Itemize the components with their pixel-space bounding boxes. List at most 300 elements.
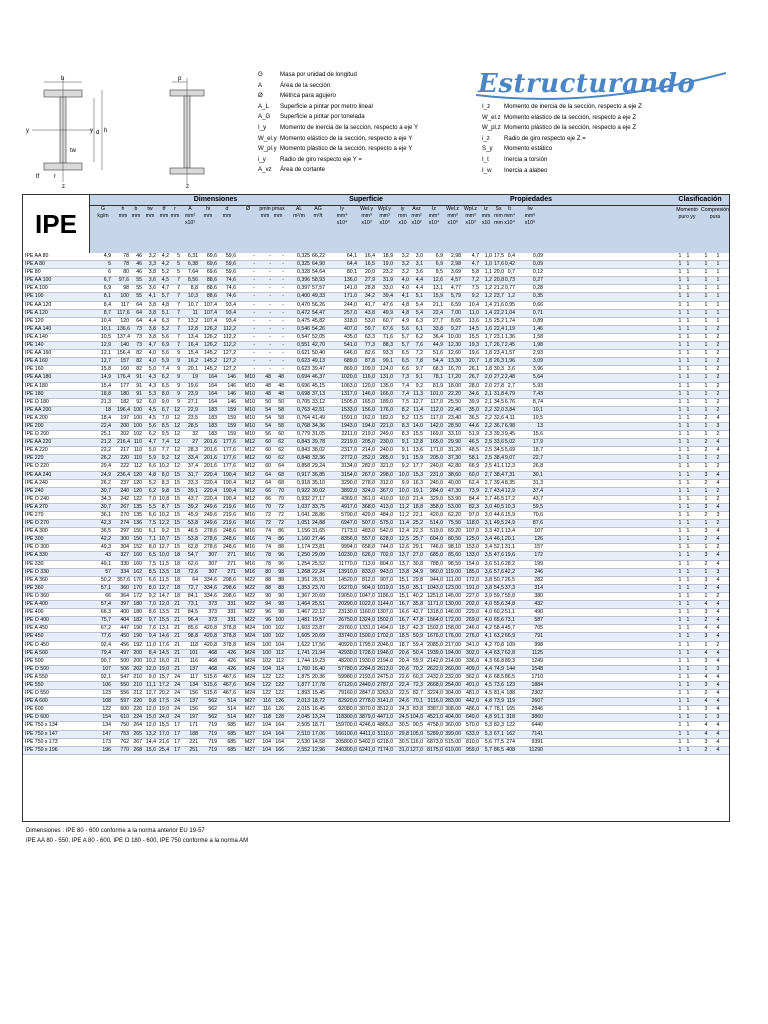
table-cell: 7 bbox=[177, 293, 180, 300]
table-cell: 2,2 bbox=[484, 414, 492, 421]
table-cell: 3224,0 bbox=[427, 690, 443, 697]
table-cell: 626,0 bbox=[362, 552, 375, 559]
table-cell: 81,4 bbox=[493, 690, 504, 697]
table-cell: 360,00 bbox=[445, 722, 461, 729]
profile-name: IPE A 270 bbox=[25, 503, 48, 510]
table-cell: 3860 bbox=[531, 714, 543, 721]
table-row bbox=[23, 285, 729, 293]
table-cell: 120 bbox=[133, 487, 142, 494]
profile-name: IPE 300 bbox=[25, 536, 44, 543]
table-cell: 15,45 bbox=[312, 690, 325, 697]
table-cell: 7,2 bbox=[471, 277, 479, 284]
table-cell: 15,5 bbox=[412, 431, 423, 438]
table-cell: 90 bbox=[278, 592, 284, 599]
table-cell: 217,00 bbox=[445, 641, 461, 648]
table-cell: 7 bbox=[177, 309, 180, 316]
ipe-section-drawing bbox=[22, 72, 244, 190]
table-cell: 117,6 bbox=[117, 309, 130, 316]
header-multiplier: x10⁴ bbox=[428, 220, 440, 226]
table-cell: 37,3 bbox=[504, 584, 515, 591]
table-cell: 47,6 bbox=[382, 301, 393, 308]
class-cell: 1 bbox=[686, 746, 690, 753]
table-cell: 20,6 bbox=[398, 649, 409, 656]
table-cell: 116 bbox=[189, 657, 198, 664]
table-cell: - bbox=[253, 317, 255, 324]
table-cell: 260,00 bbox=[445, 665, 461, 672]
class-cell: 4 bbox=[716, 560, 720, 567]
class-cell: 1 bbox=[686, 681, 690, 688]
table-cell: 251 bbox=[189, 746, 198, 753]
table-cell: 1,268 bbox=[297, 568, 310, 575]
table-cell: 29,8 bbox=[412, 576, 423, 583]
table-cell: 3,0 bbox=[484, 503, 492, 510]
class-compression-header: Compresión pura bbox=[701, 207, 729, 220]
table-cell: 39,2 bbox=[187, 503, 198, 510]
header-unit: m²/t bbox=[313, 213, 323, 219]
table-cell: 318 bbox=[506, 714, 515, 721]
table-cell: 72 bbox=[265, 520, 271, 527]
table-cell: 157 bbox=[534, 544, 543, 551]
table-row bbox=[23, 690, 729, 698]
table-cell: 6,1 bbox=[415, 325, 423, 332]
table-cell: 3263,0 bbox=[377, 690, 393, 697]
logo bbox=[472, 65, 734, 105]
table-cell: 74,6 bbox=[225, 277, 236, 284]
class-cell: 4 bbox=[716, 528, 720, 535]
class-cell: 4 bbox=[704, 625, 708, 632]
table-cell: 0,917 bbox=[297, 471, 310, 478]
table-cell: 177,6 bbox=[223, 455, 236, 462]
table-cell: 3,8 bbox=[148, 333, 156, 340]
profile-name: IPE 400 bbox=[25, 609, 44, 616]
table-cell: 100 bbox=[262, 625, 271, 632]
table-cell: 100 bbox=[133, 422, 142, 429]
table-cell: 4,6 bbox=[484, 673, 492, 680]
table-cell: 6,6 bbox=[148, 576, 156, 583]
table-cell: 57780,0 bbox=[338, 665, 357, 672]
table-cell: 1,4 bbox=[484, 301, 492, 308]
table-cell: 136 bbox=[133, 520, 142, 527]
table-cell: - bbox=[269, 366, 271, 373]
table-cell: 12,6 bbox=[398, 544, 409, 551]
table-row bbox=[23, 302, 729, 310]
table-cell: 205,0 bbox=[362, 439, 375, 446]
table-cell: 0,35 bbox=[532, 293, 543, 300]
table-cell: 7,64 bbox=[187, 269, 198, 276]
table-cell: 10,7 bbox=[159, 536, 170, 543]
class-cell: 1 bbox=[678, 439, 682, 446]
legend-item: i_z Radio de giro respecto eje Z = bbox=[482, 134, 586, 142]
table-cell: 87,6 bbox=[532, 520, 543, 527]
table-cell: 0,42 bbox=[504, 261, 515, 268]
table-cell: 1943,0 bbox=[341, 422, 357, 429]
table-cell: 25,2 bbox=[493, 317, 504, 324]
table-cell: 1317,0 bbox=[341, 390, 357, 397]
class-cell: 2 bbox=[716, 358, 720, 365]
table-cell: 267 bbox=[133, 738, 142, 745]
class-cell: 1 bbox=[686, 592, 690, 599]
table-cell: 118 bbox=[262, 714, 271, 721]
table-cell: 15,5 bbox=[468, 333, 479, 340]
table-cell: 22,2 bbox=[493, 309, 504, 316]
table-cell: 1144,0 bbox=[377, 601, 393, 608]
table-cell: 484,0 bbox=[380, 512, 393, 518]
table-cell: 744,0 bbox=[380, 544, 393, 551]
table-cell: 6,2 bbox=[148, 431, 156, 438]
table-cell: 166 bbox=[275, 746, 284, 753]
table-cell: 9,2 bbox=[471, 293, 479, 300]
table-cell: 220 bbox=[120, 455, 129, 462]
table-cell: 66,8 bbox=[493, 657, 504, 664]
table-cell: 25,7 bbox=[412, 536, 423, 543]
table-cell: - bbox=[282, 342, 284, 349]
table-cell: 4,3 bbox=[148, 382, 156, 389]
table-cell: 4,4 bbox=[415, 277, 423, 284]
table-cell: 23,1 bbox=[493, 333, 504, 340]
class-cell: 1 bbox=[678, 584, 682, 591]
table-cell: 220,4 bbox=[204, 487, 217, 494]
table-cell: 10,7 bbox=[187, 301, 198, 308]
table-cell: 21 bbox=[174, 609, 180, 616]
table-cell: 1676,0 bbox=[427, 633, 443, 640]
class-cell: 1 bbox=[704, 261, 708, 268]
table-cell: 31,1 bbox=[504, 544, 515, 551]
table-cell: 1,2 bbox=[484, 277, 492, 284]
table-cell: 232,00 bbox=[445, 673, 461, 680]
table-cell: 4521,0 bbox=[427, 714, 443, 721]
table-cell: 55,6 bbox=[493, 601, 504, 608]
table-cell: 267,0 bbox=[362, 471, 375, 478]
header-symbol: d bbox=[225, 206, 229, 212]
table-row bbox=[23, 342, 729, 350]
table-cell: 9 bbox=[177, 382, 180, 389]
table-cell: 24 bbox=[174, 673, 180, 680]
table-cell: 74,6 bbox=[225, 293, 236, 300]
table-cell: 197 bbox=[120, 414, 129, 421]
table-cell: 156,0 bbox=[362, 406, 375, 413]
table-cell: 166100,0 bbox=[335, 730, 357, 737]
table-cell: 468 bbox=[208, 657, 217, 664]
table-cell: - bbox=[282, 366, 284, 373]
table-cell: 16,6 bbox=[398, 609, 409, 616]
table-cell: 2,2 bbox=[484, 422, 492, 429]
profile-name: IPE O 500 bbox=[25, 665, 49, 672]
table-cell: 36,1 bbox=[100, 512, 111, 518]
svg-text:h: h bbox=[104, 128, 108, 134]
table-cell: 180 bbox=[133, 609, 142, 616]
table-cell: 97,0 bbox=[468, 512, 479, 518]
profile-name: IPE AA 140 bbox=[25, 325, 52, 332]
table-cell: 12,1 bbox=[100, 350, 111, 357]
table-cell: 3,09 bbox=[532, 358, 543, 365]
profile-name: IPE A 300 bbox=[25, 528, 48, 535]
table-cell: 188 bbox=[189, 730, 198, 737]
table-cell: 8,1 bbox=[103, 293, 111, 300]
table-cell: 104 bbox=[275, 641, 284, 648]
table-cell: M24 bbox=[244, 681, 255, 688]
table-cell: 1,174 bbox=[297, 544, 310, 551]
table-cell: 16,2 bbox=[187, 358, 198, 365]
table-row bbox=[23, 269, 729, 277]
table-cell: M12 bbox=[244, 439, 255, 446]
table-cell: M16 bbox=[244, 544, 255, 551]
table-cell: 34,2 bbox=[364, 293, 375, 300]
table-cell: 127,0 bbox=[410, 746, 423, 753]
header-unit: mm bbox=[203, 213, 213, 219]
table-cell: 15,9 bbox=[412, 455, 423, 462]
table-cell: 122 bbox=[506, 722, 515, 729]
table-cell: 3,2 bbox=[401, 253, 409, 259]
table-cell: 50,4 bbox=[412, 649, 423, 656]
table-cell: 24 bbox=[174, 714, 180, 721]
table-cell: 268 bbox=[133, 746, 142, 753]
table-cell: 2194,0 bbox=[377, 657, 393, 664]
table-row bbox=[23, 585, 729, 593]
profile-name: IPE A 120 bbox=[25, 309, 48, 316]
class-cell: 1 bbox=[686, 649, 690, 656]
table-cell: 162 bbox=[133, 568, 142, 575]
table-cell: 201,6 bbox=[204, 455, 217, 462]
table-cell: 171,0 bbox=[430, 447, 443, 454]
table-cell: 5,8 bbox=[471, 269, 479, 276]
table-cell: 164 bbox=[208, 382, 217, 389]
table-cell: 62 bbox=[278, 455, 284, 462]
class-cell: 3 bbox=[704, 528, 708, 535]
class-cell: 1 bbox=[686, 714, 690, 721]
table-cell: 5,9 bbox=[161, 358, 169, 365]
class-cell: 1 bbox=[704, 544, 708, 551]
legend-item: W_el.z Momento elástico de la sección, respecto a eje Z bbox=[482, 113, 637, 121]
table-cell: - bbox=[269, 293, 271, 300]
table-cell: 145,2 bbox=[204, 358, 217, 365]
table-cell: 40,2 bbox=[412, 592, 423, 599]
class-cell: 1 bbox=[716, 309, 720, 316]
class-cell: 1 bbox=[686, 487, 690, 494]
table-cell: 334,6 bbox=[204, 584, 217, 591]
class-cell: 1 bbox=[686, 253, 690, 259]
table-cell: 32 bbox=[192, 431, 198, 438]
table-cell: 200 bbox=[133, 657, 142, 664]
table-cell: 302,0 bbox=[466, 649, 479, 656]
table-cell: 9,8 bbox=[148, 698, 156, 705]
table-cell: 59,4 bbox=[412, 641, 423, 648]
table-row bbox=[23, 261, 729, 269]
table-cell: 119 bbox=[506, 698, 515, 705]
class-cell: 1 bbox=[704, 714, 708, 721]
table-cell: 17,2 bbox=[159, 681, 170, 688]
table-cell: 53,90 bbox=[448, 495, 461, 502]
header-multiplier: x10⁹ bbox=[524, 220, 536, 226]
class-cell: 1 bbox=[686, 309, 690, 316]
table-cell: 246,0 bbox=[466, 625, 479, 632]
table-cell: M22 bbox=[244, 609, 255, 616]
table-cell: 24,3 bbox=[398, 706, 409, 713]
table-cell: 11,1 bbox=[146, 681, 156, 688]
table-cell: 1,7 bbox=[484, 342, 492, 349]
class-moment-header: Momento puro yy bbox=[676, 207, 698, 220]
table-cell: 98 bbox=[123, 285, 129, 292]
table-cell: 70,2 bbox=[412, 665, 423, 672]
profile-name: IPE O 360 bbox=[25, 592, 49, 599]
table-cell: 633,0 bbox=[466, 730, 479, 737]
table-cell: 10,2 bbox=[145, 657, 156, 664]
header-unit: mm bbox=[398, 213, 407, 219]
table-cell: 17,7 bbox=[412, 463, 423, 470]
table-cell: 0,09 bbox=[532, 261, 543, 268]
table-cell: 190 bbox=[133, 625, 142, 632]
table-cell: 6241,0 bbox=[359, 746, 375, 753]
table-cell: 308,00 bbox=[445, 706, 461, 713]
table-cell: 12,8 bbox=[412, 439, 423, 446]
table-cell: - bbox=[269, 269, 271, 276]
table-row bbox=[23, 674, 729, 682]
table-cell: 74 bbox=[265, 528, 271, 535]
table-cell: 120 bbox=[133, 471, 142, 478]
table-cell: 597 bbox=[120, 698, 129, 705]
table-cell: 43,7 bbox=[532, 495, 543, 502]
table-cell: 82 bbox=[136, 358, 142, 365]
table-cell: 33,3 bbox=[187, 479, 198, 486]
table-cell: 249,6 bbox=[204, 520, 217, 527]
table-cell: 3,6 bbox=[507, 366, 515, 373]
table-cell: 41,49 bbox=[312, 414, 325, 421]
class-cell: 1 bbox=[704, 325, 708, 332]
table-cell: 102 bbox=[133, 431, 142, 438]
table-cell: 483,0 bbox=[362, 528, 375, 535]
legend-left bbox=[258, 70, 418, 176]
table-cell: 154 bbox=[102, 714, 111, 721]
footnotes bbox=[26, 826, 248, 846]
table-cell: 224 bbox=[133, 714, 142, 721]
table-cell: 1939,0 bbox=[427, 649, 443, 656]
table-cell: 276,0 bbox=[466, 633, 479, 640]
table-cell: 137 bbox=[189, 665, 198, 672]
table-cell: 2,0 bbox=[484, 382, 492, 389]
table-cell: 5,1 bbox=[161, 309, 169, 316]
table-cell: 0,470 bbox=[297, 301, 310, 308]
table-cell: 2,45 bbox=[504, 342, 515, 349]
table-cell: 833,0 bbox=[362, 568, 375, 575]
column-header bbox=[130, 206, 142, 220]
table-cell: M10 bbox=[244, 422, 255, 429]
table-cell: 88 bbox=[265, 576, 271, 583]
table-cell: 9,1 bbox=[401, 455, 409, 462]
profile-name: IPE O 330 bbox=[25, 568, 49, 575]
class-cell: 1 bbox=[704, 301, 708, 308]
table-cell: 116 bbox=[262, 706, 271, 713]
class-cell: 4 bbox=[716, 673, 720, 680]
table-cell: 10,0 bbox=[398, 487, 409, 494]
table-cell: 8,5 bbox=[148, 568, 156, 575]
table-cell: 373 bbox=[208, 601, 217, 608]
table-row bbox=[23, 415, 729, 423]
table-cell: - bbox=[269, 342, 271, 349]
table-cell: 122 bbox=[262, 690, 271, 697]
table-cell: 13 bbox=[537, 422, 543, 429]
table-cell: 23130,0 bbox=[338, 609, 357, 616]
profile-name: IPE 140 bbox=[25, 342, 44, 349]
table-cell: M24 bbox=[244, 625, 255, 632]
table-cell: 59,6 bbox=[225, 261, 236, 268]
table-cell: 58,4 bbox=[493, 625, 504, 632]
class-cell: 4 bbox=[716, 690, 720, 697]
table-cell: 86,5 bbox=[504, 673, 515, 680]
table-cell: 38,02 bbox=[312, 447, 325, 454]
table-cell: 3,4 bbox=[484, 536, 492, 543]
table-cell: - bbox=[253, 293, 255, 300]
class-cell: 1 bbox=[686, 390, 690, 397]
table-cell: 5,7 bbox=[161, 293, 169, 300]
table-cell: 126 bbox=[534, 536, 543, 543]
table-cell: 68 bbox=[278, 479, 284, 486]
table-cell: 1249 bbox=[531, 657, 543, 664]
column-header bbox=[493, 206, 504, 227]
table-cell: 1331,0 bbox=[359, 625, 375, 632]
table-cell: 5,6 bbox=[161, 333, 169, 340]
table-cell: 312,0 bbox=[380, 479, 393, 486]
table-cell: 46,37 bbox=[312, 374, 325, 381]
table-cell: 32,0 bbox=[493, 406, 504, 413]
table-cell: 2,2 bbox=[484, 406, 492, 413]
table-cell: 4,1 bbox=[401, 293, 409, 300]
header-symbol: AL bbox=[295, 206, 303, 212]
table-cell: 17 bbox=[174, 722, 180, 729]
table-cell: 11,4 bbox=[413, 406, 423, 413]
table-cell: 64,90 bbox=[312, 261, 325, 268]
profile-name: IPE AA 220 bbox=[25, 439, 52, 446]
table-cell: 26,8 bbox=[532, 463, 543, 470]
table-cell: 60,2 bbox=[493, 609, 504, 616]
table-cell: 99,1 bbox=[382, 358, 393, 365]
table-cell: 137,4 bbox=[117, 333, 130, 340]
table-cell: 3,0 bbox=[484, 512, 492, 518]
table-cell: 110 bbox=[133, 447, 142, 454]
table-cell: 16,4 bbox=[187, 342, 198, 349]
table-cell: 610,00 bbox=[445, 746, 461, 753]
table-cell: 19,6 bbox=[468, 350, 479, 357]
table-cell: 13,7 bbox=[398, 560, 409, 567]
table-cell: 0,325 bbox=[297, 261, 310, 268]
table-cell: 29,09 bbox=[312, 552, 325, 559]
table-cell: 4,77 bbox=[450, 285, 461, 292]
table-cell: 10,4 bbox=[100, 317, 111, 324]
table-cell: 9,1 bbox=[401, 439, 409, 446]
table-row bbox=[23, 504, 729, 512]
table-cell: 67,2 bbox=[100, 625, 111, 632]
profile-name: IPE 100 bbox=[25, 293, 44, 300]
table-cell: 47,6 bbox=[493, 552, 504, 559]
table-cell: 2211,0 bbox=[341, 431, 357, 438]
table-cell: 47,8 bbox=[412, 617, 423, 624]
table-cell: 5,0 bbox=[148, 447, 156, 454]
table-cell: 15,0 bbox=[145, 714, 156, 721]
table-cell: 46 bbox=[136, 269, 142, 276]
table-cell: 515,6 bbox=[204, 673, 217, 680]
class-cell: 1 bbox=[678, 681, 682, 688]
table-cell: 7,31 bbox=[504, 471, 515, 478]
table-cell: M27 bbox=[244, 698, 255, 705]
table-cell: 104 bbox=[262, 730, 271, 737]
table-cell: 285,0 bbox=[380, 455, 393, 462]
class-cell: 2 bbox=[716, 544, 720, 551]
table-cell: 1710 bbox=[531, 673, 543, 680]
table-cell: 2432,0 bbox=[427, 673, 443, 680]
table-cell: 28,8 bbox=[364, 285, 375, 292]
class-cell: 2 bbox=[704, 447, 708, 454]
table-cell: 33,8 bbox=[432, 325, 443, 332]
table-cell: 62,8 bbox=[187, 544, 198, 551]
table-cell: 307 bbox=[208, 568, 217, 575]
